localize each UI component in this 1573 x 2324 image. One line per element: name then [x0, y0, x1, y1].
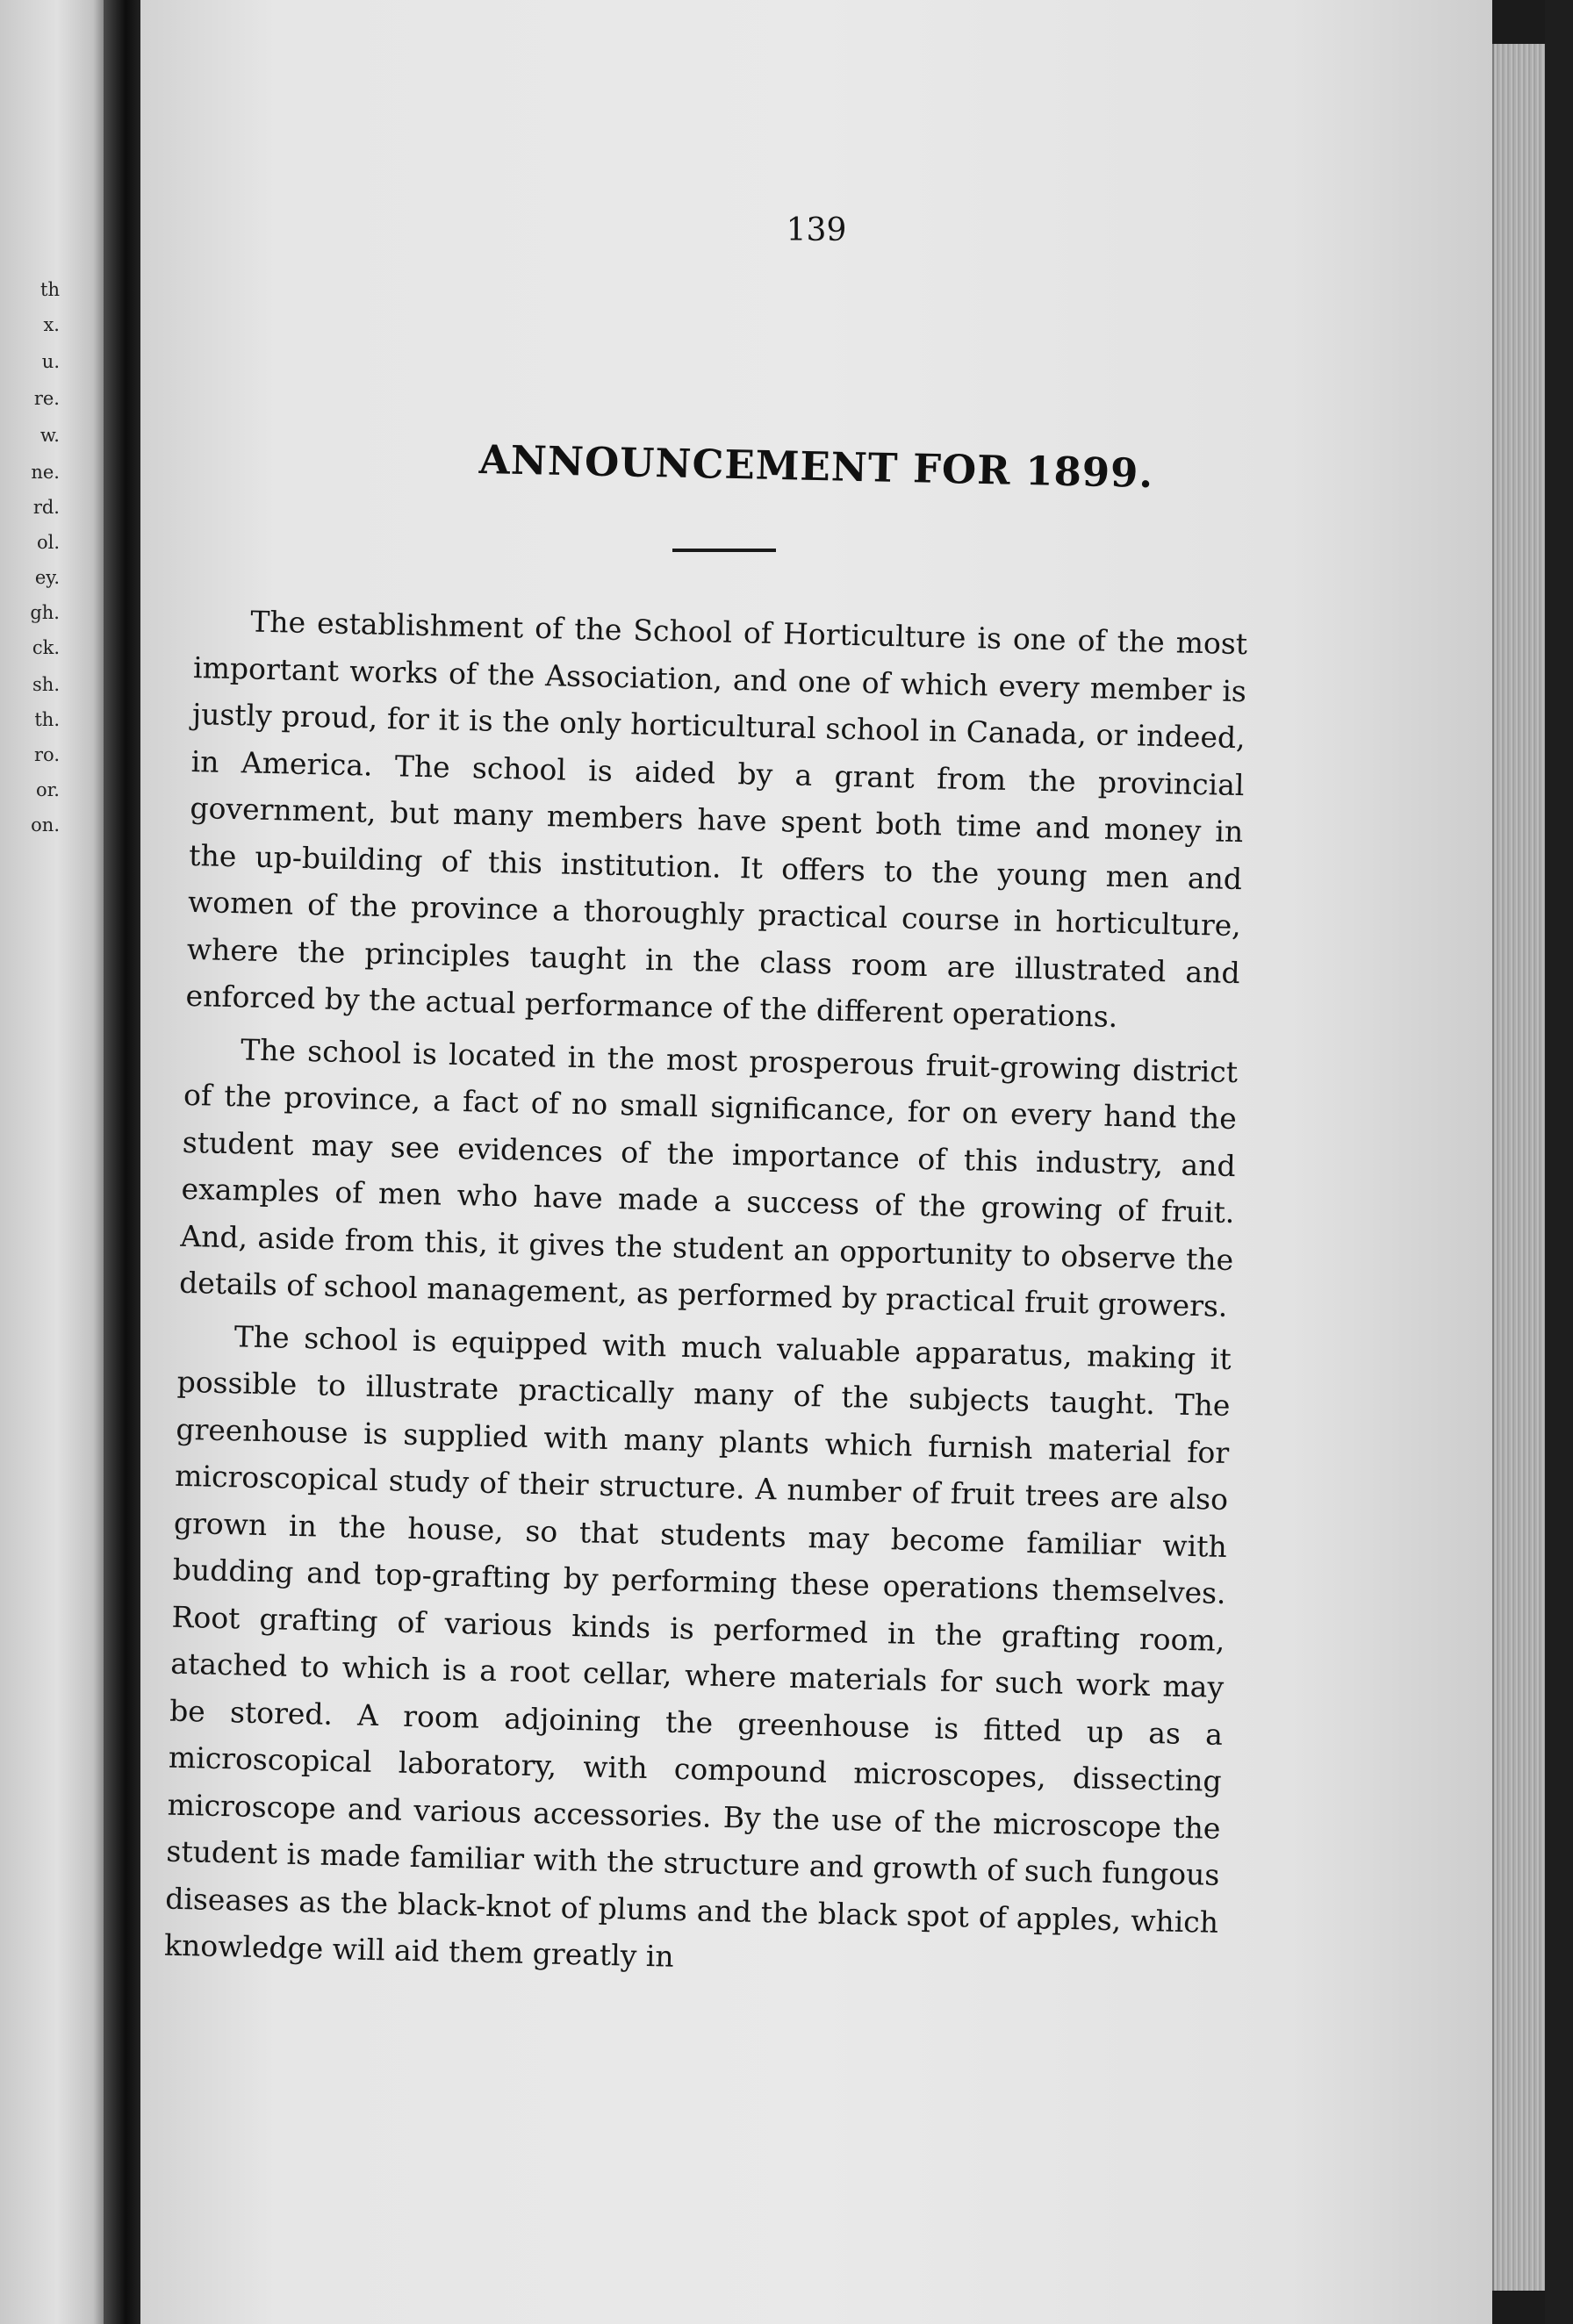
facing-page-fragment: th. — [34, 709, 60, 730]
facing-page-fragment: on. — [31, 814, 60, 836]
body-text — [163, 597, 1247, 1998]
facing-page-fragment: re. — [33, 388, 60, 409]
book-page — [140, 0, 1492, 2324]
paragraph: The establishment of the School of Horticulture is one of the most important works of the Association, and one of which every member is justly proud, for it is the only horticultural school in Canada, or indeed, in America. The school is aided by a grant from the provincial government, but many members have spent both time and money in the up-building of this institution. It offers to the young men and women of the province a thoroughly practical course in horticulture, where the principles taught in the class room are illustrated and enforced by the actual performance of the different operations. — [185, 604, 1248, 1034]
facing-page-fragment: or. — [35, 779, 60, 800]
background-edge — [1545, 0, 1573, 2324]
facing-page-fragment: rd. — [32, 497, 60, 518]
facing-page-fragment: ey. — [34, 567, 60, 588]
facing-page-fragment: x. — [43, 314, 60, 335]
book-gutter — [104, 0, 140, 2324]
facing-page-fragment: gh. — [30, 602, 60, 623]
facing-page-fragment: th — [40, 279, 60, 300]
page-title: ANNOUNCEMENT FOR 1899. — [478, 435, 1154, 498]
paragraph: The school is located in the most prosperous fruit-growing district of the province, a fact of no small significance, for on every hand the student may see evidences of the importance of this industry, and examples of men who have made a success of the growing of fruit. And, aside from this, it gives the student an opportunity to observe the details of school management, as performed by practical fruit growers. — [178, 1031, 1239, 1323]
title-rule — [672, 549, 776, 552]
page-number: 139 — [786, 212, 847, 248]
facing-page-fragment: w. — [40, 425, 60, 446]
page-block-edge — [1492, 44, 1547, 2291]
facing-page-fragment: ol. — [36, 532, 60, 553]
facing-page-fragment: sh. — [32, 674, 60, 695]
facing-page-fragment: ck. — [32, 637, 60, 658]
facing-page-fragment: ro. — [34, 744, 60, 765]
paragraph: The school is equipped with much valuable apparatus, making it possible to illustrate practically many of the subjects taught. The greenhouse is supplied with many plants which furnish material for microscopical study of their structure. A number of fruit trees are also grown in the house, so that students may become familiar with budding and top-grafting by performing these operations themselves. Root grafting of various kinds is performed in the grafting room, atached to which is a root cellar, where materials for such work may be stored. A room adjoining the greenhouse is fitted up as a microscopical laboratory, with compound microscopes, dissecting microscope and various accessories. By the use of the microscope the student is made familiar with the structure and growth of such fungous diseases as the black-knot of plums and the black spot of apples, which knowledge will aid them greatly in — [163, 1318, 1232, 1974]
facing-page-edge — [0, 0, 104, 2324]
facing-page-fragment: ne. — [31, 462, 60, 483]
facing-page-fragment: u. — [41, 351, 60, 372]
